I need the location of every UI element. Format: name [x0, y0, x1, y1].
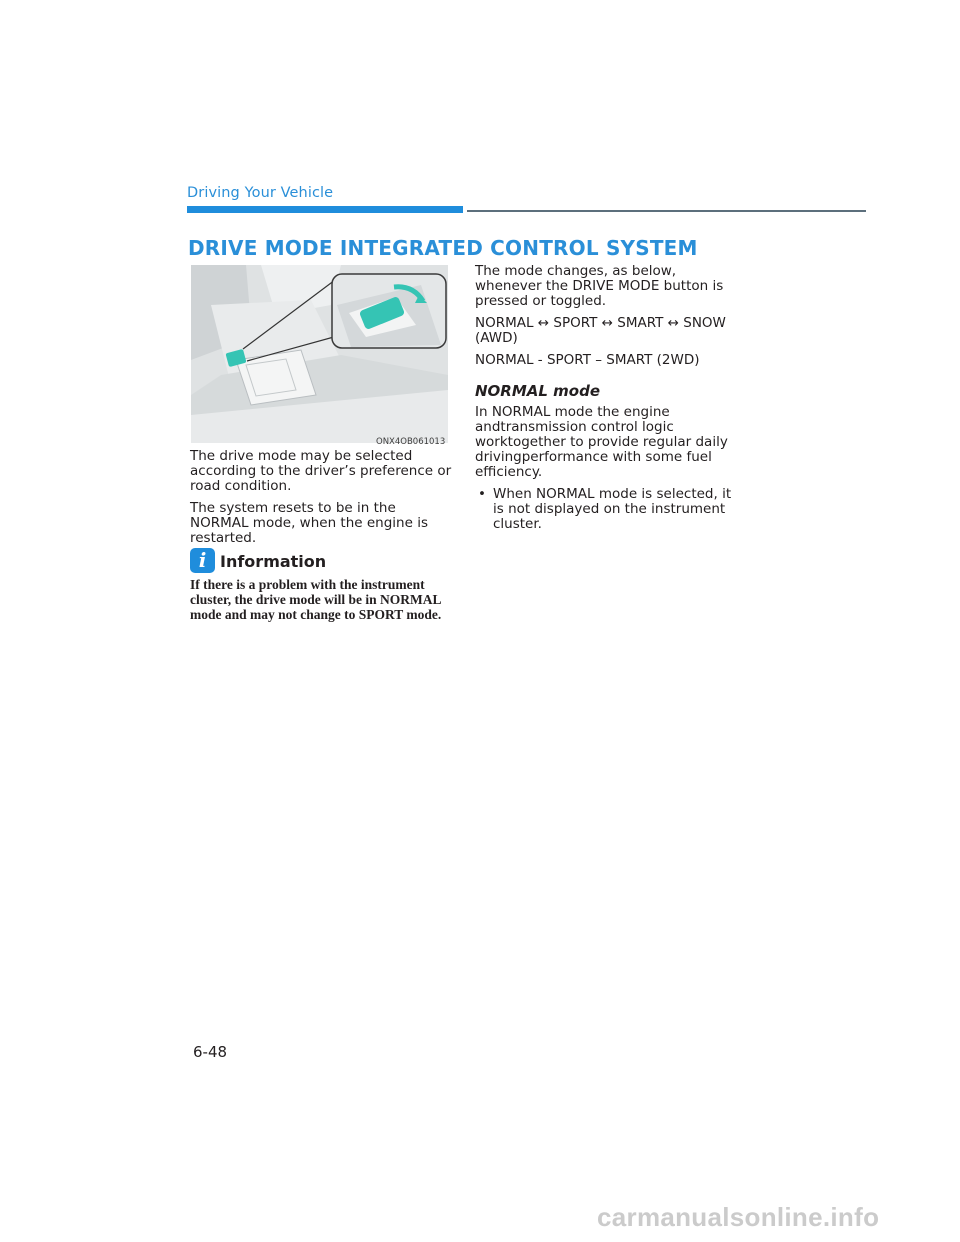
information-icon: i — [190, 548, 215, 573]
normal-mode-heading: NORMAL mode — [475, 382, 601, 400]
figure-caption: ONX4OB061013 — [376, 437, 446, 447]
section-label: Driving Your Vehicle — [187, 185, 334, 201]
page-heading: DRIVE MODE INTEGRATED CONTROL SYSTEM — [188, 236, 698, 260]
header-rule-accent — [187, 206, 463, 213]
left-column — [190, 449, 452, 553]
list-item — [475, 487, 737, 532]
reset-paragraph: The system resets to be in the NORMAL mode, when the engine is restarted. — [190, 500, 428, 546]
normal-mode-paragraph: In NORMAL mode the engine andtransmission control logic worktogether to provide regular daily drivingperformance with some fuel efficiency. — [475, 404, 728, 480]
mode-sequence-2wd: NORMAL - SPORT – SMART (2WD) — [475, 352, 700, 368]
bullet-mark: • — [478, 486, 486, 502]
bullet-text: When NORMAL mode is selected, it is not displayed on the instrument cluster. — [493, 486, 732, 532]
information-text: If there is a problem with the instrument cluster, the drive mode will be in NORMAL mode and may not change to SPORT mode. — [190, 577, 442, 622]
console-illustration — [191, 265, 448, 443]
mode-change-paragraph: The mode changes, as below, whenever the DRIVE MODE button is pressed or toggled. — [475, 263, 724, 309]
right-column — [475, 264, 737, 532]
information-title: Information — [220, 552, 327, 571]
header-rule — [467, 210, 866, 212]
watermark: carmanualsonline.info — [597, 1202, 880, 1232]
intro-paragraph: The drive mode may be selected according to the driver’s preference or road condition. — [190, 448, 452, 494]
mode-sequence-awd: NORMAL ↔ SPORT ↔ SMART ↔ SNOW (AWD) — [475, 315, 726, 346]
drive-mode-button-illustration — [191, 265, 448, 443]
page-number: 6-48 — [193, 1043, 228, 1061]
